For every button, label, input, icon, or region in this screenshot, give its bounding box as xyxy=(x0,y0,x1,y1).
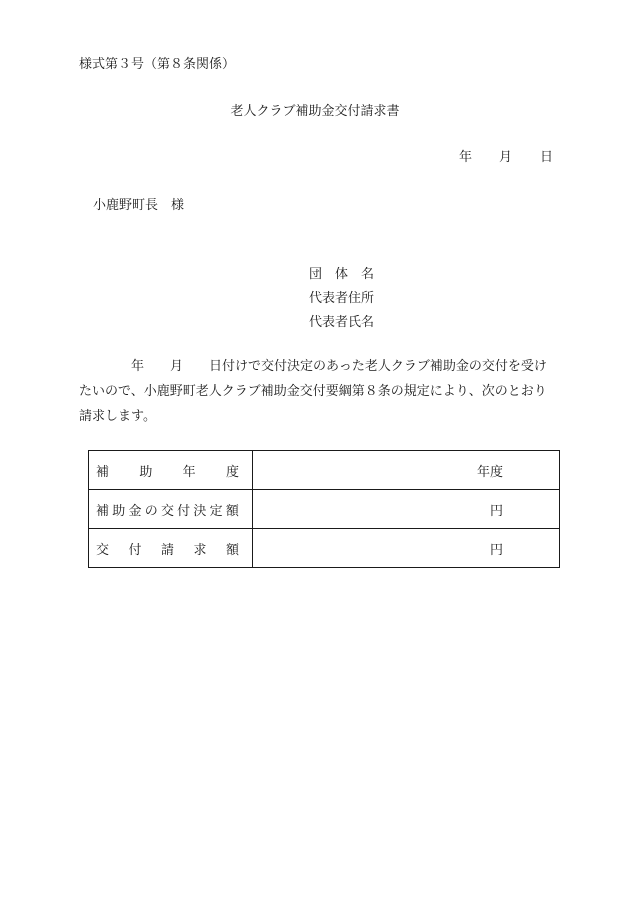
body-line-2: たいので、小鹿野町老人クラブ補助金交付要綱第８条の規定により、次のとおり xyxy=(79,384,547,399)
addressee: 小鹿野町長 様 xyxy=(93,198,185,213)
label-char: 求 xyxy=(193,542,207,558)
date-year: 年 xyxy=(459,150,473,165)
org-name-label: 団 体 名 xyxy=(309,267,375,282)
label-char: 付 xyxy=(177,503,191,519)
decided-amount-value[interactable] xyxy=(253,490,560,529)
applicant-fields xyxy=(309,268,374,340)
label-char: 金 xyxy=(128,503,142,519)
label-char: 度 xyxy=(225,464,239,480)
table-row xyxy=(89,529,560,568)
label-char: 助 xyxy=(139,464,153,480)
table-row xyxy=(89,490,560,529)
rep-name-label: 代表者氏名 xyxy=(309,315,375,330)
label-char: 補 xyxy=(96,503,110,519)
request-body xyxy=(79,354,561,429)
request-amount-value[interactable] xyxy=(253,529,560,568)
label-char: 額 xyxy=(225,503,239,519)
date-day: 日 xyxy=(540,150,554,165)
label-char: 定 xyxy=(209,503,223,519)
table-row xyxy=(89,451,560,490)
label-char: 補 xyxy=(96,464,110,480)
rep-address-label: 代表者住所 xyxy=(309,291,375,306)
label-char: 付 xyxy=(128,542,142,558)
date-line xyxy=(459,151,553,164)
subsidy-year-label xyxy=(89,451,253,490)
label-char: 請 xyxy=(160,542,174,558)
value-suffix: 円 xyxy=(489,542,503,558)
value-suffix: 円 xyxy=(489,503,503,519)
label-char: 交 xyxy=(160,503,174,519)
label-char: 額 xyxy=(225,542,239,558)
label-char: の xyxy=(144,503,158,519)
label-char: 年 xyxy=(182,464,196,480)
summary-table xyxy=(88,450,560,568)
label-char: 決 xyxy=(193,503,207,519)
body-line-1: 年 月 日付けで交付決定のあった老人クラブ補助金の交付を受け xyxy=(79,359,547,374)
form-number: 様式第３号（第８条関係） xyxy=(79,57,236,72)
subsidy-year-value[interactable] xyxy=(253,451,560,490)
request-amount-label xyxy=(89,529,253,568)
date-month: 月 xyxy=(499,150,513,165)
body-line-3: 請求します。 xyxy=(79,409,156,424)
document-title: 老人クラブ補助金交付請求書 xyxy=(230,104,400,119)
label-char: 助 xyxy=(112,503,126,519)
decided-amount-label xyxy=(89,490,253,529)
value-suffix: 年度 xyxy=(476,464,503,480)
label-char: 交 xyxy=(96,542,110,558)
